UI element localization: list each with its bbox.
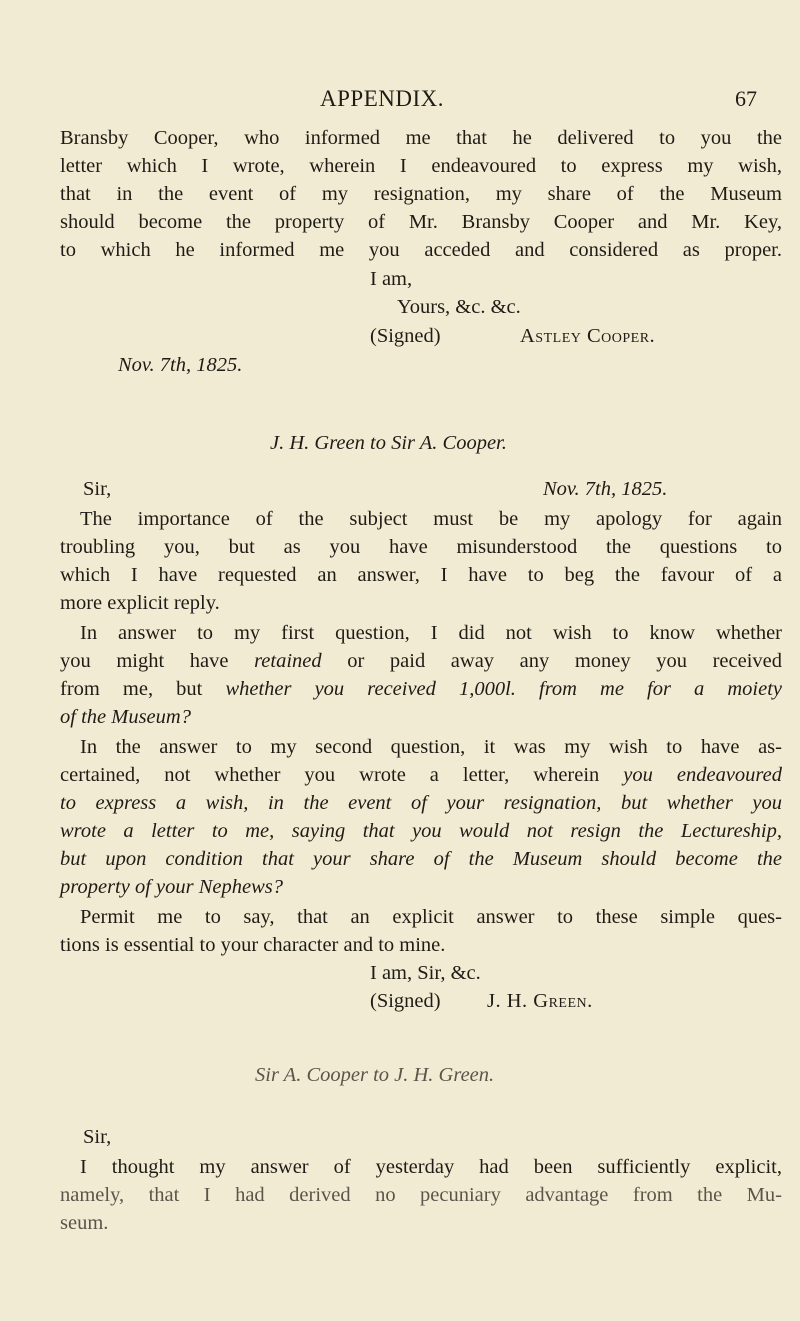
text-span: or paid away any money you received [321,650,782,672]
italic-span: whether you received 1,000l. from me for a moiety [225,678,782,700]
italic-span: to express a wish, in the event of your resignation, but whether you [60,792,782,814]
letter-date [118,352,242,378]
text-line: to which he informed me you acceded and considered as proper. [60,239,782,261]
text-line [60,648,782,674]
text-span: from me, but [60,678,226,700]
italic-span: but upon condition that your share of the Museum should become the [60,848,782,870]
running-header [0,86,800,114]
text-line [60,874,283,900]
text-line: namely, that I had derived no pecuniary advantage from the Mu- [60,1184,782,1206]
text-line: troubling you, but as you have misunderstood the questions to [60,536,782,558]
text-line: tions is essential to your character and to mine. [60,934,446,956]
signed-label: (Signed) [370,990,441,1012]
date-text: Nov. 7th, 1825. [543,478,668,500]
date-text: Nov. 7th, 1825. [118,354,243,376]
letter-date [543,476,667,502]
text-line: letter which I wrote, wherein I endeavoured to express my wish, [60,155,782,177]
letter-heading [270,430,507,456]
text-line: that in the event of my resignation, my share of the Museum [60,183,782,205]
page-number: 67 [735,86,757,111]
closing-line: Yours, &c. &c. [397,296,521,318]
text-line: In the answer to my second question, it was my wish to have as- [80,736,782,758]
text-line [60,676,782,702]
text-line: Permit me to say, that an explicit answer to these simple ques- [80,906,782,928]
italic-span: wrote a letter to me, saying that you would not resign the Lectureship, [60,820,782,842]
italic-span: retained [254,650,322,672]
text-line [60,790,782,816]
text-line [60,818,782,844]
text-span: you might have [60,650,255,672]
heading-text: J. H. Green to Sir A. Cooper. [270,432,507,454]
closing-line: I am, [370,268,413,290]
italic-span: property of your Nephews? [60,876,284,898]
italic-span: you endeavoured [623,764,782,786]
text-line: Bransby Cooper, who informed me that he delivered to you the [60,127,782,149]
text-line [60,846,782,872]
signed-label: (Signed) [370,325,441,347]
text-line: which I have requested an answer, I have to beg the favour of a [60,564,782,586]
text-span: certained, not whether you wrote a letter, wherein [60,764,624,786]
text-line: more explicit reply. [60,592,220,614]
salutation: Sir, [83,1126,112,1148]
text-line: should become the property of Mr. Bransby Cooper and Mr. Key, [60,211,782,233]
salutation: Sir, [83,478,112,500]
text-line [60,762,782,788]
text-line [60,704,191,730]
closing-line: I am, Sir, &c. [370,962,481,984]
text-line: The importance of the subject must be my apology for again [80,508,782,530]
text-line: In answer to my first question, I did not wish to know whether [80,622,782,644]
heading-text: Sir A. Cooper to J. H. Green. [255,1064,495,1086]
italic-span: of the Museum? [60,706,191,728]
text-line: I thought my answer of yesterday had been sufficiently explicit, [80,1156,782,1178]
text-line: seum. [60,1212,109,1234]
signature: J. H. Green. [487,990,593,1012]
signature: Astley Cooper. [520,325,656,347]
header-title: APPENDIX. [320,86,444,111]
letter-heading [255,1062,494,1088]
